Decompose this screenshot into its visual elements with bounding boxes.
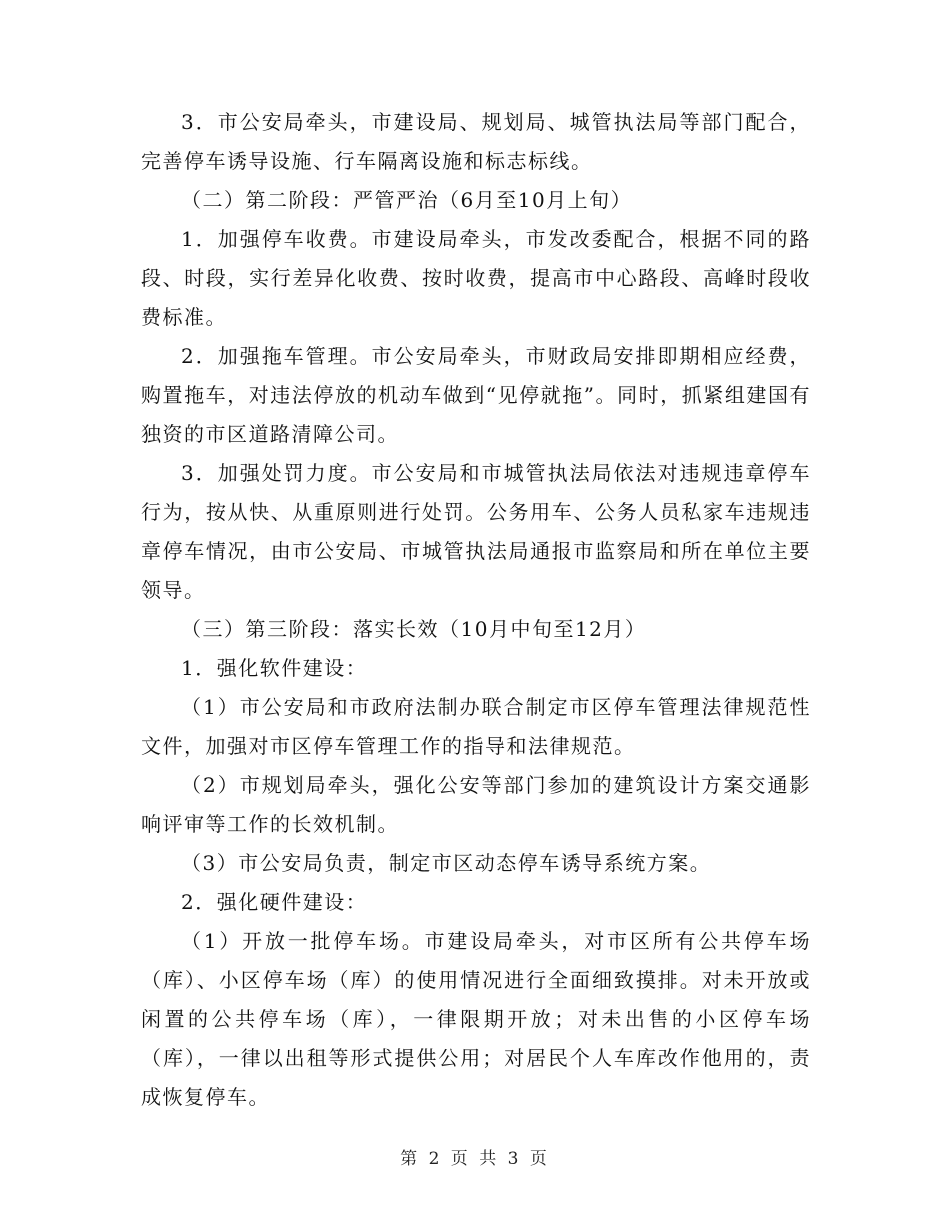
page-footer [0, 1148, 950, 1170]
paragraph-1: 3．市公安局牵头，市建设局、规划局、城管执法局等部门配合，完善停车诱导设施、行车隔离设施和标志标线。 [141, 110, 811, 173]
section-heading-phase-3: （三）第三阶段：落实长效（10月中旬至12月） [181, 617, 647, 641]
paragraph-penalties: 3．加强处罚力度。市公安局和市城管执法局依法对违规违章停车行为，按从快、从重原则进行处罚。公务用车、公务人员私家车违规违章停车情况，由市公安局、市城管执法局通报市监察局和所在单位主要领导。 [141, 461, 811, 602]
section-heading-phase-2: （二）第二阶段：严管严治（6月至10月上旬） [181, 188, 633, 212]
paragraph-software-2: （2）市规划局牵头，强化公安等部门参加的建筑设计方案交通影响评审等工作的长效机制。 [141, 773, 811, 836]
document-body [141, 103, 811, 1117]
subheading-hardware: 2．强化硬件建设： [181, 890, 368, 914]
subheading-software: 1．强化软件建设： [181, 656, 368, 680]
page-number-label: 第 2 页 共 3 页 [400, 1149, 550, 1169]
paragraph-software-1: （1）市公安局和市政府法制办联合制定市区停车管理法律规范性文件，加强对市区停车管理工作的指导和法律规范。 [141, 695, 811, 758]
paragraph-software-3: （3）市公安局负责，制定市区动态停车诱导系统方案。 [181, 851, 712, 875]
paragraph-hardware-1: （1）开放一批停车场。市建设局牵头，对市区所有公共停车场（库）、小区停车场（库）的使用情况进行全面细致摸排。对未开放或闲置的公共停车场（库），一律限期开放；对未出售的小区停车场（库），一律以出租等形式提供公用；对居民个人车库改作他用的，责成恢复停车。 [141, 929, 811, 1109]
paragraph-towing: 2．加强拖车管理。市公安局牵头，市财政局安排即期相应经费，购置拖车，对违法停放的机动车做到“见停就拖”。同时，抓紧组建国有独资的市区道路清障公司。 [141, 344, 811, 446]
paragraph-parking-fees: 1．加强停车收费。市建设局牵头，市发改委配合，根据不同的路段、时段，实行差异化收费、按时收费，提高市中心路段、高峰时段收费标准。 [141, 227, 811, 329]
